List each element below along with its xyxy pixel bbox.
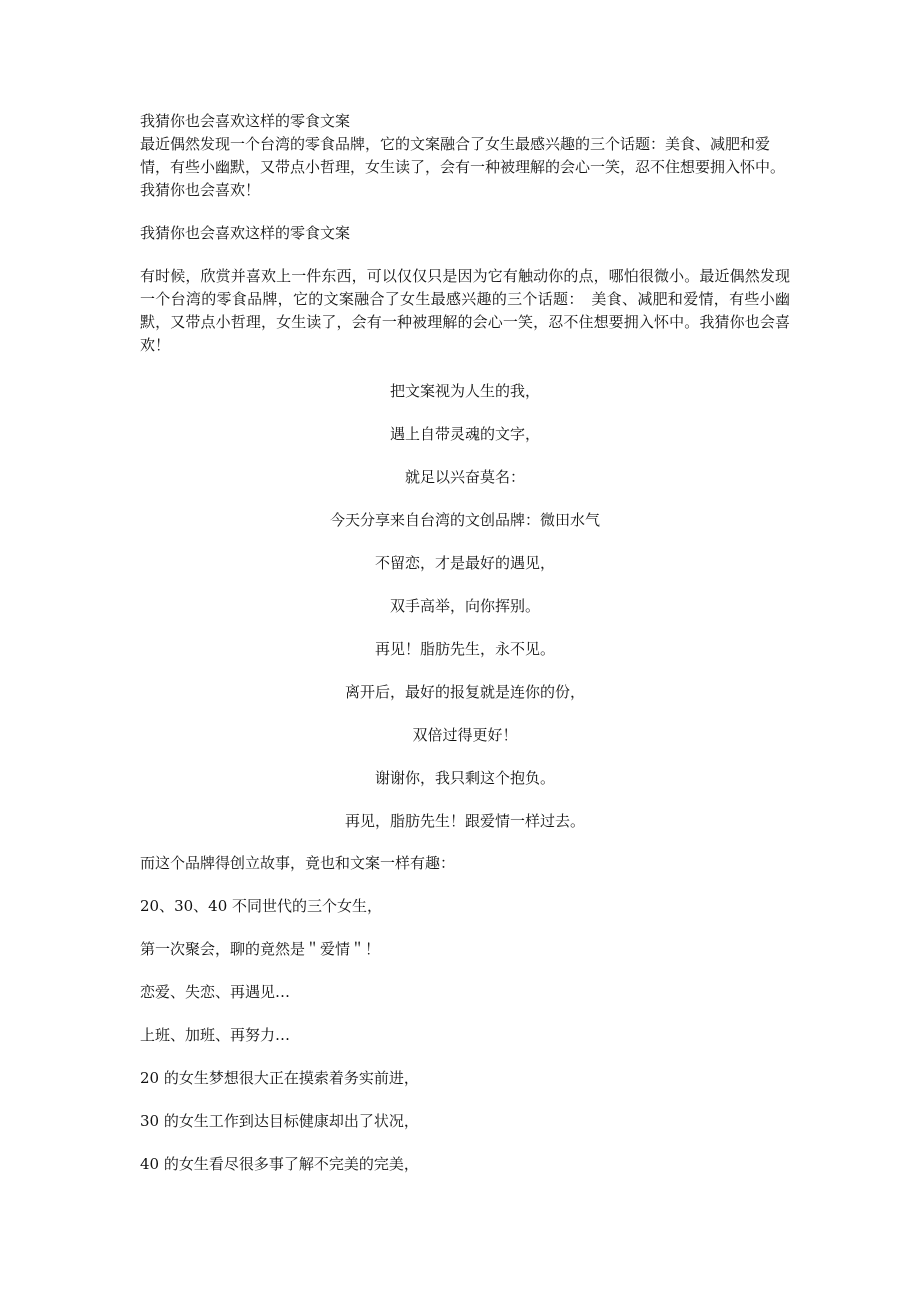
story-line: 20 的女生梦想很大正在摸索着务实前进， [140, 1069, 419, 1087]
poem-line: 今天分享来自台湾的文创品牌：微田水气 [329, 511, 600, 529]
poem-line: 再见，脂肪先生！跟爱情一样过去。 [344, 812, 585, 830]
main-paragraph: 有时候，欣赏并喜欢上一件东西，可以仅仅只是因为它有触动你的点，哪怕很微小。最近偶然发现一个台湾的零食品牌，它的文案融合了女生最感兴趣的三个话题： 美食、减肥和爱情，有些小幽默，又带点小哲理，女生读了，会有一种被理解的会心一笑，忍不住想要拥入怀中。我猜你也会喜欢！ [140, 267, 790, 354]
story-line: 而这个品牌得创立故事，竟也和文案一样有趣： [140, 854, 456, 872]
poem-line: 双手高举，向你挥别。 [389, 597, 540, 615]
poem-block [140, 371, 790, 844]
story-line: 第一次聚会，聊的竟然是＂爱情＂！ [140, 940, 381, 958]
story-line: 20、30、40 不同世代的三个女生， [140, 897, 383, 915]
story-line: 上班、加班、再努力… [140, 1026, 291, 1044]
intro-title: 我猜你也会喜欢这样的零食文案 [140, 112, 351, 130]
document-body [140, 110, 790, 1190]
story-line: 40 的女生看尽很多事了解不完美的完美， [140, 1155, 419, 1173]
poem-line: 不留恋，才是最好的遇见， [374, 554, 555, 572]
poem-line: 谢谢你，我只剩这个抱负。 [374, 769, 555, 787]
story-block [140, 846, 790, 1190]
poem-line: 遇上自带灵魂的文字， [389, 425, 540, 443]
poem-line: 把文案视为人生的我， [389, 382, 540, 400]
poem-line: 再见！脂肪先生，永不见。 [374, 640, 555, 658]
poem-line: 离开后，最好的报复就是连你的份， [344, 683, 585, 701]
intro-paragraph: 最近偶然发现一个台湾的零食品牌，它的文案融合了女生最感兴趣的三个话题：美食、减肥和爱情，有些小幽默，又带点小哲理，女生读了，会有一种被理解的会心一笑，忍不住想要拥入怀中。我猜你也会喜欢！ [140, 135, 786, 199]
poem-line: 就足以兴奋莫名： [404, 468, 525, 486]
poem-line: 双倍过得更好！ [412, 726, 518, 744]
story-line: 30 的女生工作到达目标健康却出了状况， [140, 1112, 419, 1130]
section-title: 我猜你也会喜欢这样的零食文案 [140, 224, 351, 242]
story-line: 恋爱、失恋、再遇见… [140, 983, 291, 1001]
